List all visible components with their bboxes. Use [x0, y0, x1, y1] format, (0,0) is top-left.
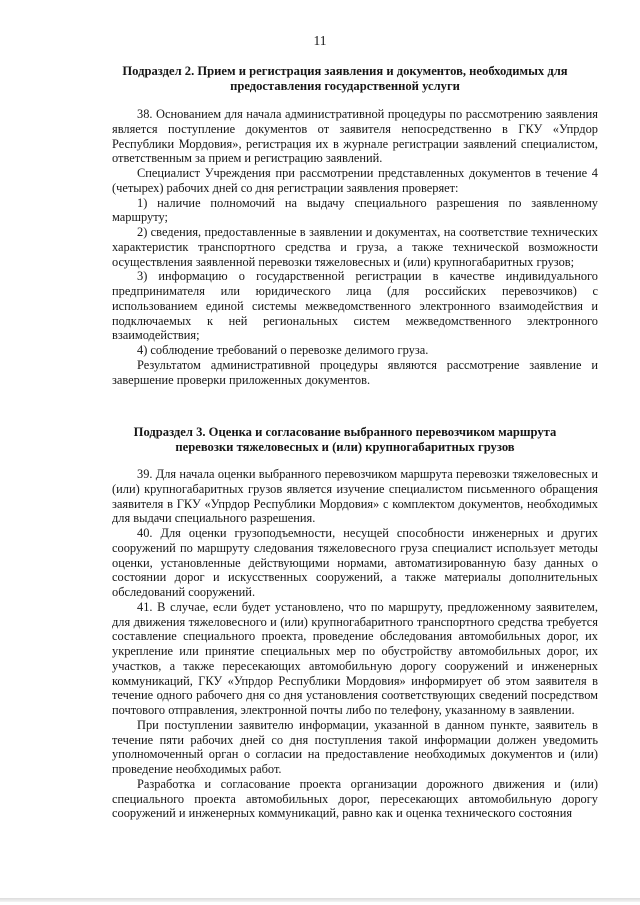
paragraph: Специалист Учреждения при рассмотрении представленных документов в течение 4 (четырех) рабочих дней со дня регистрации заявления проверяет:	[112, 166, 598, 195]
page-number: 11	[313, 33, 327, 48]
section-3-body	[112, 467, 598, 821]
section-3-heading-line-2: перевозки тяжеловесных и (или) крупногабаритных грузов	[175, 440, 515, 454]
list-item: 4) соблюдение требований о перевозке делимого груза.	[137, 343, 429, 357]
list-item: 2) сведения, предоставленные в заявлении и документах, на соответствие технических характеристик транспортного средства и груза, а также технической возможности осуществления заявленной перевозки тяжеловесных и (или) крупногабаритных грузов;	[112, 225, 598, 269]
section-3-heading	[80, 425, 610, 455]
section-2-body	[112, 107, 598, 387]
paragraph: 41. В случае, если будет установлено, что по маршруту, предложенному заявителем, для движения тяжеловесного и (или) крупногабаритного транспортного средства требуется составление специального проекта, проведение обследования автомобильных дорог, их укрепление или принятие специальных мер по обустройству автомобильных дорог, их участков, а также пересекающих автомобильную дорогу сооружений и инженерных коммуникаций, ГКУ «Упрдор Республики Мордовия» информирует об этом заявителя в течение одного рабочего дня со дня установления соответствующих сведений посредством почтового отправления, электронной почты либо по телефону, указанному в заявлении.	[112, 599, 598, 717]
paragraph: 40. Для оценки грузоподъемности, несущей способности инженерных и других сооружений по маршруту следования тяжеловесного груза специалист использует методы оценки, установленные действующими нормами, автоматизированную базу данных о состоянии дорог и искусственных сооружений, а также материалы дополнительных обследований сооружений.	[112, 526, 598, 599]
section-3-heading-line-1: Подраздел 3. Оценка и согласование выбранного перевозчиком маршрута	[133, 425, 557, 439]
paragraph: Разработка и согласование проекта организации дорожного движения и (или) специального проекта автомобильных дорог, пересекающих автомобильную дорогу сооружений и инженерных коммуникаций, равно как и оценка технического состояния	[112, 776, 598, 821]
section-2-heading-line-1: Подраздел 2. Прием и регистрация заявления и документов, необходимых для	[122, 64, 568, 78]
section-2-heading	[80, 64, 610, 94]
list-item: 1) наличие полномочий на выдачу специального разрешения по заявленному маршруту;	[112, 195, 598, 225]
section-2-heading-line-2: предоставления государственной услуги	[230, 79, 460, 93]
page-bottom-edge	[0, 898, 640, 902]
list-item: 3) информацию о государственной регистрации в качестве индивидуального предпринимателя или юридического лица (для российских перевозчиков) с использованием единой системы межведомственного электронного взаимодействия и подключаемых к ней региональных систем межведомственного электронного взаимодействия;	[112, 269, 598, 343]
paragraph: 38. Основанием для начала административной процедуры по рассмотрению заявления является поступление документов от заявителя непосредственно в ГКУ «Упрдор Республики Мордовия», регистрация их в журнале регистрации заявлений специалистом, ответственным за прием и регистрацию заявлений.	[112, 107, 598, 166]
paragraph: 39. Для начала оценки выбранного перевозчиком маршрута перевозки тяжеловесных и (или) крупногабаритных грузов является изучение специалистом письменного обращения заявителя в ГКУ «Упрдор Республики Мордовия» с комплектом документов, необходимых для выдачи специального разрешения.	[112, 467, 598, 526]
paragraph: При поступлении заявителю информации, указанной в данном пункте, заявитель в течение пяти рабочих дней со дня поступления такой информации должен уведомить уполномоченный орган о согласии на предоставление необходимых документов и (или) проведение необходимых работ.	[112, 717, 598, 776]
paragraph: Результатом административной процедуры являются рассмотрение заявление и завершение проверки приложенных документов.	[112, 357, 598, 387]
